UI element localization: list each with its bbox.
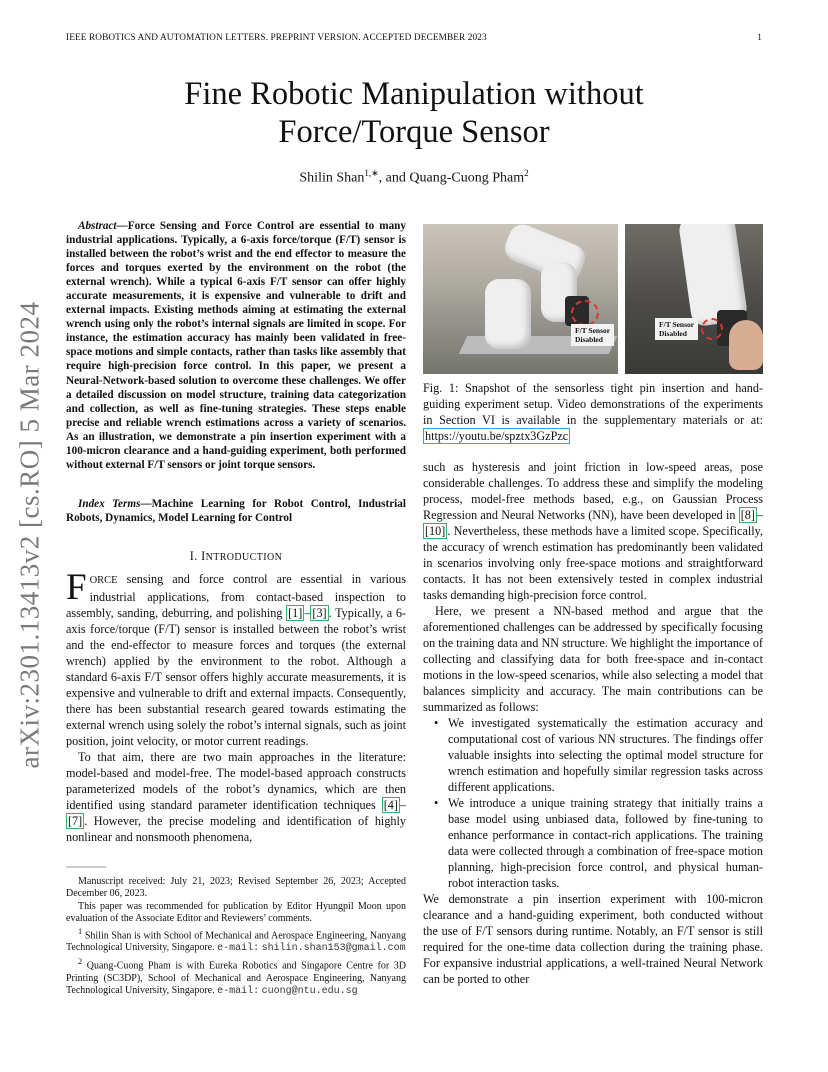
right-column-body	[423, 459, 763, 987]
sensor-highlight	[571, 300, 599, 326]
index-terms-text: —Machine Learning for Robot Control, Industrial Robots, Dynamics, Model Learning for Control	[66, 498, 406, 525]
intro-text: sensing and force control are essential in various industrial applications, from contact-based inspection to assembly, sanding, deburring, and polishing	[66, 572, 406, 620]
footnote-affiliation-2	[66, 956, 406, 999]
author-2-affiliation: 2	[524, 168, 529, 178]
section-title: NTRODUCTION	[205, 552, 283, 563]
pin-insertion-photo	[423, 224, 618, 374]
footnote-divider	[66, 866, 406, 868]
sensor-label	[655, 318, 698, 340]
footnote-text: Shilin Shan is with School of Mechanical and Aerospace Engineering, Nanyang Technological University, Singapore.	[66, 929, 406, 954]
footnote-marker: 2	[78, 956, 83, 966]
body-text: . Nevertheless, these methods have a limited scope. Specifically, the accuracy of wrench estimation has predominantly been validated in scenarios involving only free-space motions and straightforward contacts. It has not been extensively tested in complex industrial tasks demanding high-precision force control.	[423, 524, 763, 602]
footnote-received: Manuscript received: July 21, 2023; Revised September 26, 2023; Accepted December 06, 2023.	[66, 876, 406, 900]
list-item: • We introduce a unique training strategy that initially trains a base model using unbiased data, followed by fine-tuning to enhance performance in contact-rich applications. The training data were collected through a combination of free-space motion planning, high-precision force control, and physical human-robot interaction tasks.	[448, 795, 763, 891]
sensor-highlight	[701, 318, 723, 340]
list-item: • We investigated systematically the estimation accuracy and computational cost of various NN structures. The findings offer valuable insights into selecting the optimal model structure for wrench estimation and hopefully similar regression tasks across different applications.	[448, 715, 763, 795]
paper-title	[80, 75, 748, 151]
label-line: Disabled	[659, 329, 687, 338]
label-line: F/T Sensor	[575, 326, 611, 335]
arxiv-id-text: arXiv:2301.13413v2 [cs.RO] 5 Mar 2024	[14, 301, 45, 769]
citation-link[interactable]: [10]	[425, 524, 446, 538]
video-link[interactable]: https://youtu.be/spztx3GzPzc	[425, 429, 569, 443]
label-line: Disabled	[575, 335, 603, 344]
right-paragraph-2: Here, we present a NN-based method and argue that the aforementioned challenges can be addressed by specifically focusing on the training data and NN structure. We highlight the importance of collecting and classifying data for both free-space and in-contact motions in the low-speed scenarios, while also selecting a model that balances simplicity and accuracy. The main contributions can be summarized as follows:	[423, 604, 763, 714]
dash: –	[304, 606, 311, 620]
hand-guiding-photo	[625, 224, 763, 374]
index-terms-label: Index Terms	[78, 498, 141, 510]
running-header	[66, 33, 762, 43]
section-heading	[66, 549, 406, 564]
footnote-text: Quang-Cuong Pham is with Eureka Robotics and Singapore Centre for 3D Printing (SC3DP), School of Mechanical and Aerospace Engineering, Nanyang Technological University, Singapore.	[66, 960, 406, 996]
intro-text: . Typically, a 6-axis force/torque (F/T) sensor is installed between the robot’s wrist and the end-effector to measure forces and torques (the external wrench) applied by the environment to the robot. Although a standard 6-axis F/T sensor offers highly accurate measurements, it is expensive and vulnerable to drift and external impacts. Consequently, there has been substantial research geared towards estimating the external wrench using solely the robot’s internal signals, such as joint position, joint velocity, or motor current readings.	[66, 606, 406, 748]
citation-link[interactable]: [8]	[740, 508, 755, 522]
footnote-marker: 1	[78, 926, 83, 936]
title-line-1: Fine Robotic Manipulation without	[184, 76, 644, 112]
dash: –	[756, 508, 763, 522]
arxiv-identifier	[5, 290, 55, 780]
abstract	[66, 219, 406, 472]
introduction-body	[66, 567, 406, 845]
author-list	[0, 168, 828, 187]
journal-name: IEEE ROBOTICS AND AUTOMATION LETTERS. PREPRINT VERSION. ACCEPTED DECEMBER 2023	[66, 33, 487, 43]
intro-text: . However, the precise modeling and identification of highly nonlinear and nonsmooth phenomena,	[66, 814, 406, 844]
intro-text: To that aim, there are two main approaches in the literature: model-based and model-free. The model-based approach constructs parameterized models of the robot’s dynamics, which are then identified using standard parameter identification techniques	[66, 750, 406, 812]
section-numeral: I. I	[189, 549, 206, 563]
right-paragraph-3: We demonstrate a pin insertion experiment with 100-micron clearance and a hand-guiding experiment, both conducted without the use of F/T sensors during runtime. Notably, an F/T sensor is still required for the one-time data collection during the training phase. For expansive industrial applications, a well-trained Neural Network can be ported to other	[423, 892, 763, 986]
figure-caption	[423, 380, 763, 444]
abstract-label: Abstract	[78, 220, 117, 232]
intro-smallcaps: ORCE	[89, 575, 118, 586]
author-connector: , and Quang-Cuong Pham	[378, 170, 525, 186]
email-address[interactable]: cuong@ntu.edu.sg	[261, 985, 358, 997]
dash: –	[399, 798, 406, 812]
abstract-text: —Force Sensing and Force Control are essential to many industrial applications. Typically, a 6-axis force/torque (F/T) sensor is installed between the robot’s wrist and the end effector to measure the forces and torques exerted by the environment on the robot (the external wrench). While a typical 6-axis F/T sensor can offer highly accurate measurements, it is expensive and vulnerable to drift and external impacts. Existing methods aiming at estimating the external wrench using only the robot’s internal signals are limited in scope. For instance, the estimation accuracy has mainly been validated in free-space motions and simple contacts, rather than tasks like assembly that require high-precision force control. In this paper, we present a Neural-Network-based solution to overcome these challenges. We offer a detailed discussion on model structure, training data categorization and collection, as well as fine-tuning strategies. These steps enable precise and reliable wrench estimations across a variety of scenarios. As an illustration, we demonstrate a pin insertion experiment with a 100-micron clearance and a hand-guiding experiment, both performed without external F/T sensors or joint torque sensors.	[66, 220, 406, 471]
citation-link[interactable]: [3]	[312, 606, 327, 620]
robot-base	[485, 279, 531, 349]
footnote-recommended: This paper was recommended for publication by Editor Hyungpil Moon upon evaluation of the Associate Editor and Reviewers’ comments.	[66, 900, 406, 925]
title-line-2: Force/Torque Sensor	[278, 114, 550, 150]
footnote-affiliation-1	[66, 926, 406, 956]
intro-paragraph-1	[66, 567, 406, 749]
email-label: e-mail:	[217, 943, 260, 955]
index-terms	[66, 497, 406, 525]
author-1-affiliation: 1,∗	[364, 168, 379, 178]
citation-link[interactable]: [4]	[383, 798, 398, 812]
footnotes	[66, 876, 406, 998]
author-1: Shilin Shan	[299, 170, 365, 186]
intro-paragraph-2	[66, 749, 406, 845]
caption-text: Fig. 1: Snapshot of the sensorless tight pin insertion and hand-guiding experiment setup. Video demonstrations of the experiments in Section VI is available in the supplementary materials or at:	[423, 381, 763, 427]
citation-link[interactable]: [7]	[68, 814, 83, 828]
right-paragraph-1	[423, 459, 763, 603]
figure-1	[423, 224, 763, 374]
drop-cap: F	[66, 567, 87, 608]
human-hand	[729, 320, 763, 370]
body-text: such as hysteresis and joint friction in low-speed areas, pose considerable challenges. To address these and simplify the modeling process, model-free methods based, e.g., on Gaussian Process Regression and Neural Networks (NN), have been developed in	[423, 460, 763, 522]
page-number: 1	[757, 33, 762, 43]
email-address[interactable]: shilin.shan153@gmail.com	[261, 943, 406, 955]
email-label: e-mail:	[217, 985, 260, 997]
sensor-label	[571, 324, 614, 346]
citation-link[interactable]: [1]	[288, 606, 303, 620]
contributions-list	[423, 715, 763, 891]
label-line: F/T Sensor	[659, 320, 695, 329]
